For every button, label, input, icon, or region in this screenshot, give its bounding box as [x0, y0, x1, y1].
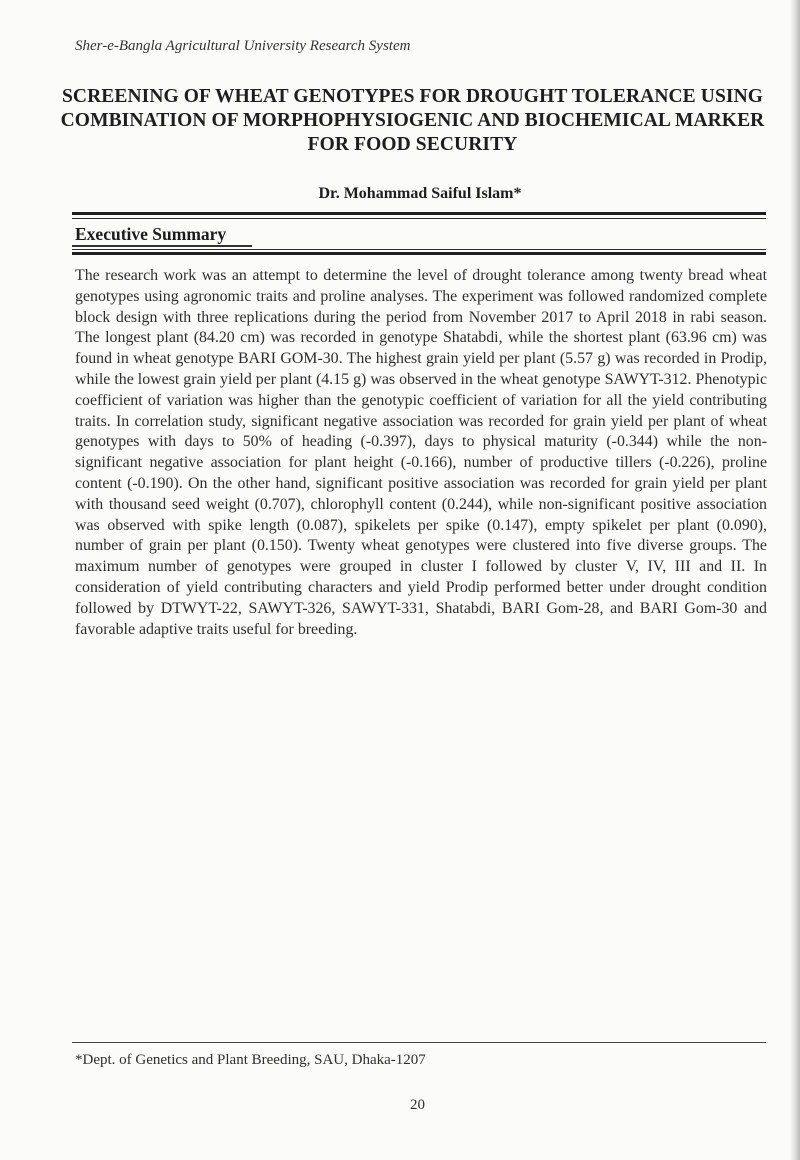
page-edge-shadow: [790, 0, 800, 1160]
section-rule-top: [72, 212, 766, 215]
section-heading-underline: [72, 245, 252, 247]
page-number: 20: [410, 1097, 425, 1113]
footnote-rule: [72, 1042, 766, 1043]
author-name: Dr. Mohammad Saiful Islam*: [318, 185, 522, 202]
paper-title: SCREENING OF WHEAT GENOTYPES FOR DROUGHT TOLERANCE USING COMBINATION OF MORPHOPHYSIOGENIC AND BIOCHEMICAL MARKER FOR FOOD SECURITY: [60, 86, 765, 155]
section-rule-top-thin: [72, 218, 766, 219]
section-rule-bottom: [72, 252, 766, 255]
section-heading: Executive Summary: [75, 224, 227, 244]
section-rule-bottom-thin: [72, 249, 766, 250]
executive-summary-text: The research work was an attempt to determine the level of drought tolerance among twenty bread wheat genotypes using agronomic traits and proline analyses. The experiment was followed randomized complete block design with three replications during the period from November 2017 to April 2018 in rabi season. The longest plant (84.20 cm) was recorded in genotype Shatabdi, while the shortest plant (63.96 cm) was found in wheat genotype BARI GOM-30. The highest grain yield per plant (5.57 g) was recorded in Prodip, while the lowest grain yield per plant (4.15 g) was observed in the wheat genotype SAWYT-312. Phenotypic coefficient of variation was higher than the genotypic coefficient of variation for all the yield contributing traits. In correlation study, significant negative association was recorded for grain yield per plant of wheat genotypes with days to 50% of heading (-0.397), days to physical maturity (-0.344) while the non-significant negative association for plant height (-0.166), number of productive tillers (-0.226), proline content (-0.190). On the other hand, significant positive association was recorded for grain yield per plant with thousand seed weight (0.707), chlorophyll content (0.244), while non-significant positive association was observed with spike length (0.087), spikelets per spike (0.147), empty spikelet per plant (0.090), number of grain per plant (0.150). Twenty wheat genotypes were clustered into five diverse groups. The maximum number of genotypes were grouped in cluster I followed by cluster V, IV, III and II. In consideration of yield contributing characters and yield Prodip performed better under drought condition followed by DTWYT-22, SAWYT-326, SAWYT-331, Shatabdi, BARI Gom-28, and BARI Gom-30 and favorable adaptive traits useful for breeding.: [75, 267, 767, 638]
running-head: Sher-e-Bangla Agricultural University Research System: [75, 38, 411, 54]
footnote: *Dept. of Genetics and Plant Breeding, SAU, Dhaka-1207: [75, 1052, 426, 1068]
